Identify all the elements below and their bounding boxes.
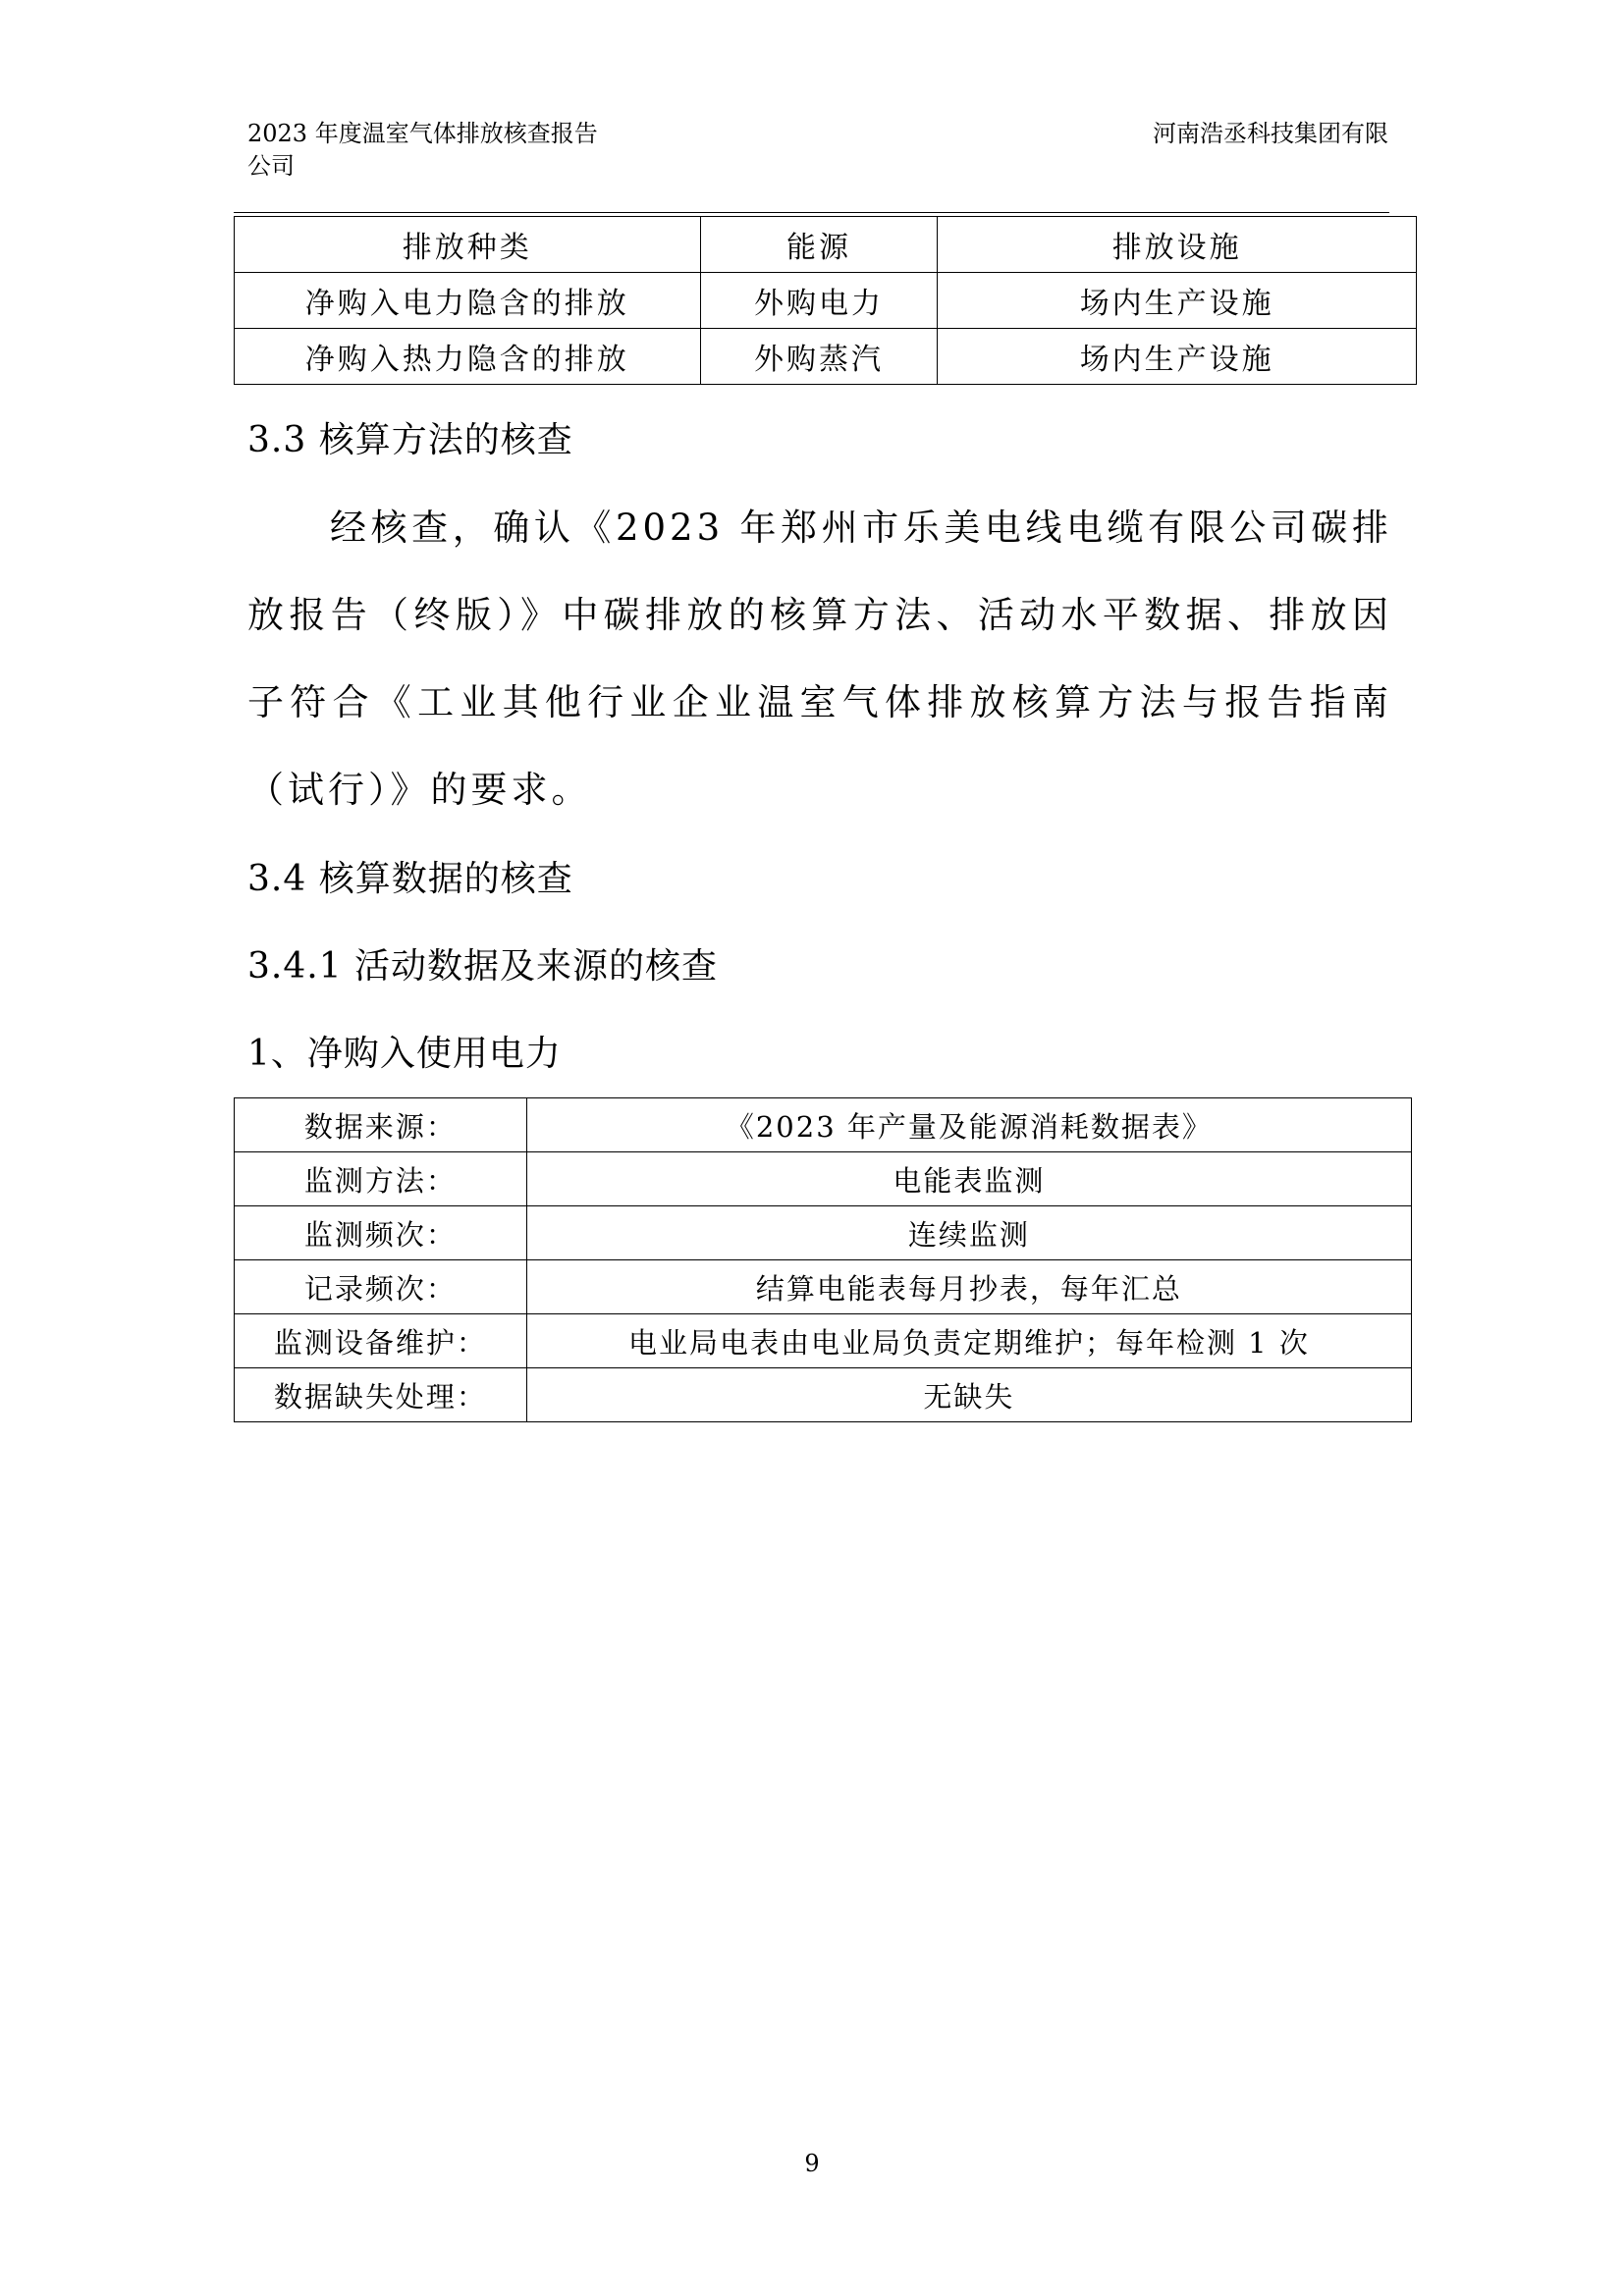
row-label: 监测频次： (235, 1206, 527, 1260)
company-name: 河南浩丞科技集团有限 (1153, 120, 1388, 147)
row-value: 无缺失 (526, 1368, 1411, 1422)
row-label: 监测设备维护： (235, 1314, 527, 1368)
table-cell: 场内生产设施 (938, 329, 1417, 385)
section-heading-3-4: 3.4 核算数据的核查 (247, 859, 573, 899)
row-value: 电能表监测 (526, 1152, 1411, 1206)
electricity-data-table (234, 1097, 1412, 1422)
table-cell: 外购电力 (700, 273, 938, 329)
table-cell: 净购入热力隐含的排放 (235, 329, 701, 385)
item-heading-1: 1、净购入使用电力 (247, 1034, 562, 1074)
section-heading-3-4-1: 3.4.1 活动数据及来源的核查 (247, 946, 719, 987)
page-header-left (247, 118, 935, 183)
row-value: 电业局电表由电业局负责定期维护；每年检测 1 次 (526, 1314, 1411, 1368)
section-heading-3-3: 3.3 核算方法的核查 (247, 420, 573, 460)
header-cell-energy: 能源 (700, 217, 938, 273)
table-row (235, 1152, 1412, 1206)
table-header-row (235, 217, 1417, 273)
table-row (235, 1368, 1412, 1422)
row-label: 数据来源： (235, 1098, 527, 1152)
table-cell: 场内生产设施 (938, 273, 1417, 329)
row-value: 结算电能表每月抄表，每年汇总 (526, 1260, 1411, 1314)
row-label: 监测方法： (235, 1152, 527, 1206)
row-value: 连续监测 (526, 1206, 1411, 1260)
header-cell-facility: 排放设施 (938, 217, 1417, 273)
table-row (235, 1098, 1412, 1152)
report-title: 2023 年度温室气体排放核查报告 (247, 120, 598, 147)
header-rule (234, 212, 1389, 213)
table-row (235, 1206, 1412, 1260)
table-row (235, 1314, 1412, 1368)
table-row (235, 1260, 1412, 1314)
header-cell-emission-type: 排放种类 (235, 217, 701, 273)
table-cell: 外购蒸汽 (700, 329, 938, 385)
table-row (235, 329, 1417, 385)
row-label: 记录频次： (235, 1260, 527, 1314)
row-label: 数据缺失处理： (235, 1368, 527, 1422)
page-number: 9 (804, 2150, 820, 2177)
table-row (235, 273, 1417, 329)
table-cell: 净购入电力隐含的排放 (235, 273, 701, 329)
section-3-3-paragraph: 经核查，确认《2023 年郑州市乐美电线电缆有限公司碳排放报告（终版）》中碳排放的核算方法、活动水平数据、排放因子符合《工业其他行业企业温室气体排放核算方法与报告指南（试行）》的要求。 (247, 507, 1392, 811)
report-title-continuation: 公司 (247, 152, 295, 180)
row-value: 《2023 年产量及能源消耗数据表》 (526, 1098, 1411, 1152)
emission-sources-table (234, 216, 1417, 385)
